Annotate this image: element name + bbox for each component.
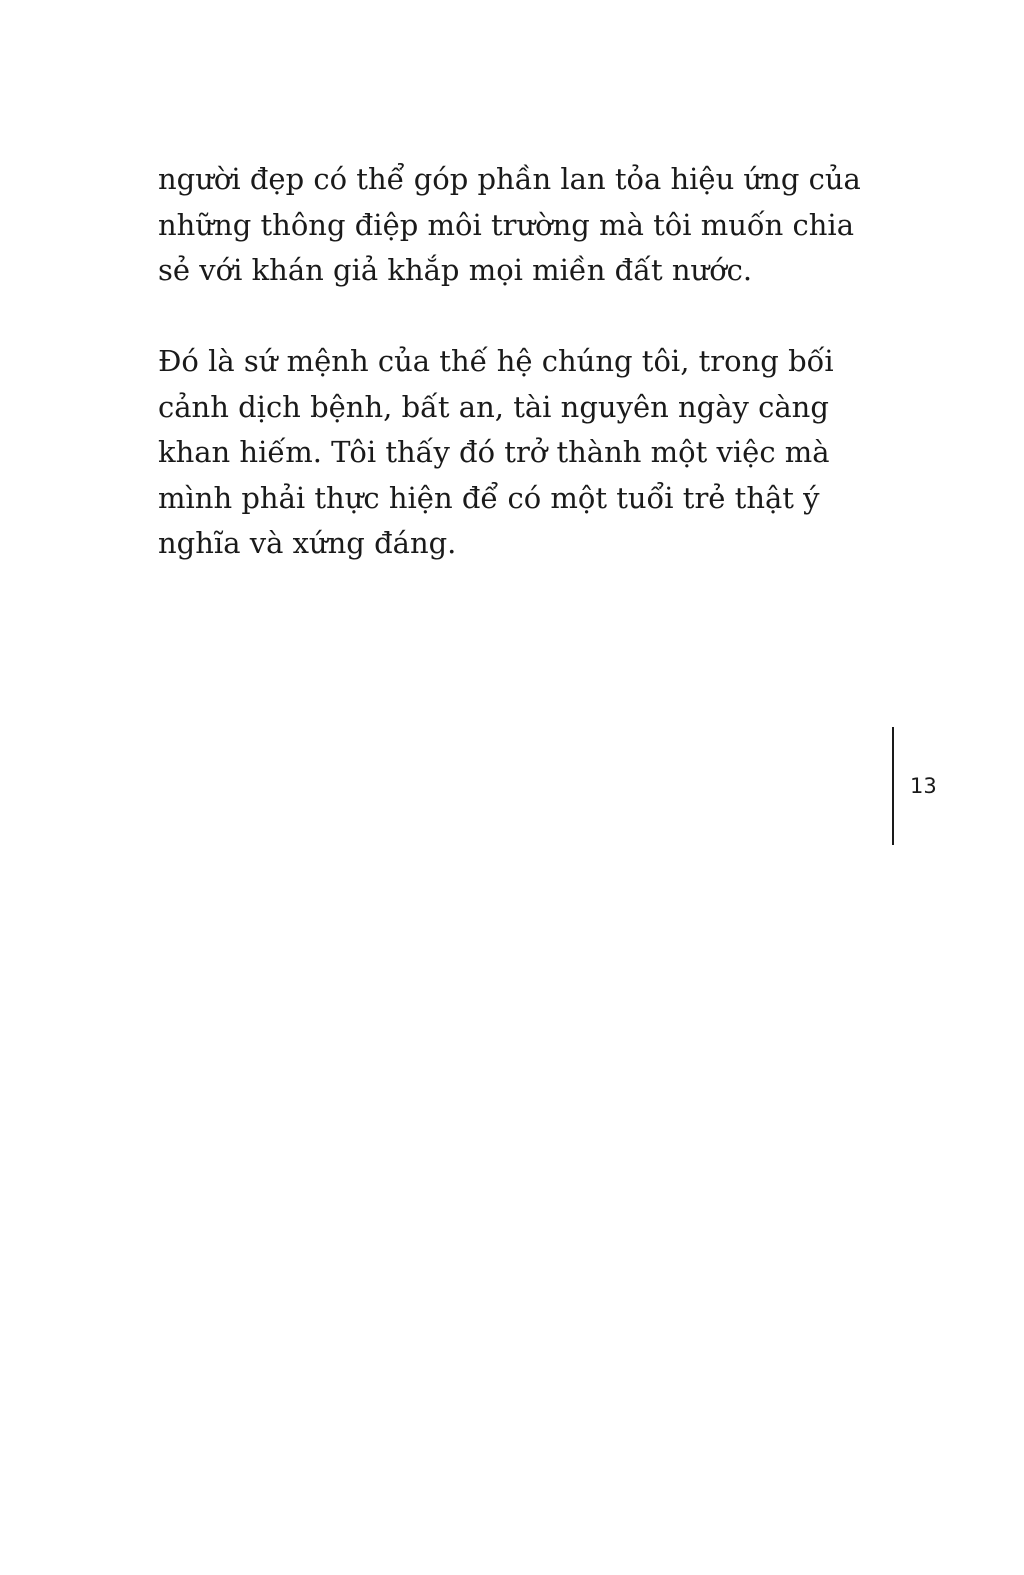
- page-number: 13: [910, 774, 937, 798]
- text-line: Đó là sứ mệnh của thế hệ chúng tôi, trong bối: [158, 344, 834, 378]
- text-line: nghĩa và xứng đáng.: [158, 526, 457, 560]
- paragraph-spacer: [158, 294, 838, 340]
- text-line: mình phải thực hiện để có một tuổi trẻ thật ý: [158, 480, 820, 515]
- paragraph-1: [158, 157, 861, 294]
- text-line: cảnh dịch bệnh, bất an, tài nguyên ngày càng: [158, 389, 829, 424]
- page-number-rule: [892, 727, 894, 845]
- text-line: khan hiếm. Tôi thấy đó trở thành một việc mà: [158, 435, 830, 469]
- text-line: sẻ với khán giả khắp mọi miền đất nước.: [158, 253, 753, 287]
- body-text: [158, 157, 861, 567]
- text-line: người đẹp có thể góp phần lan tỏa hiệu ứng của: [158, 162, 861, 196]
- text-line: những thông điệp môi trường mà tôi muốn chia: [158, 207, 854, 242]
- paragraph-2: [158, 339, 838, 567]
